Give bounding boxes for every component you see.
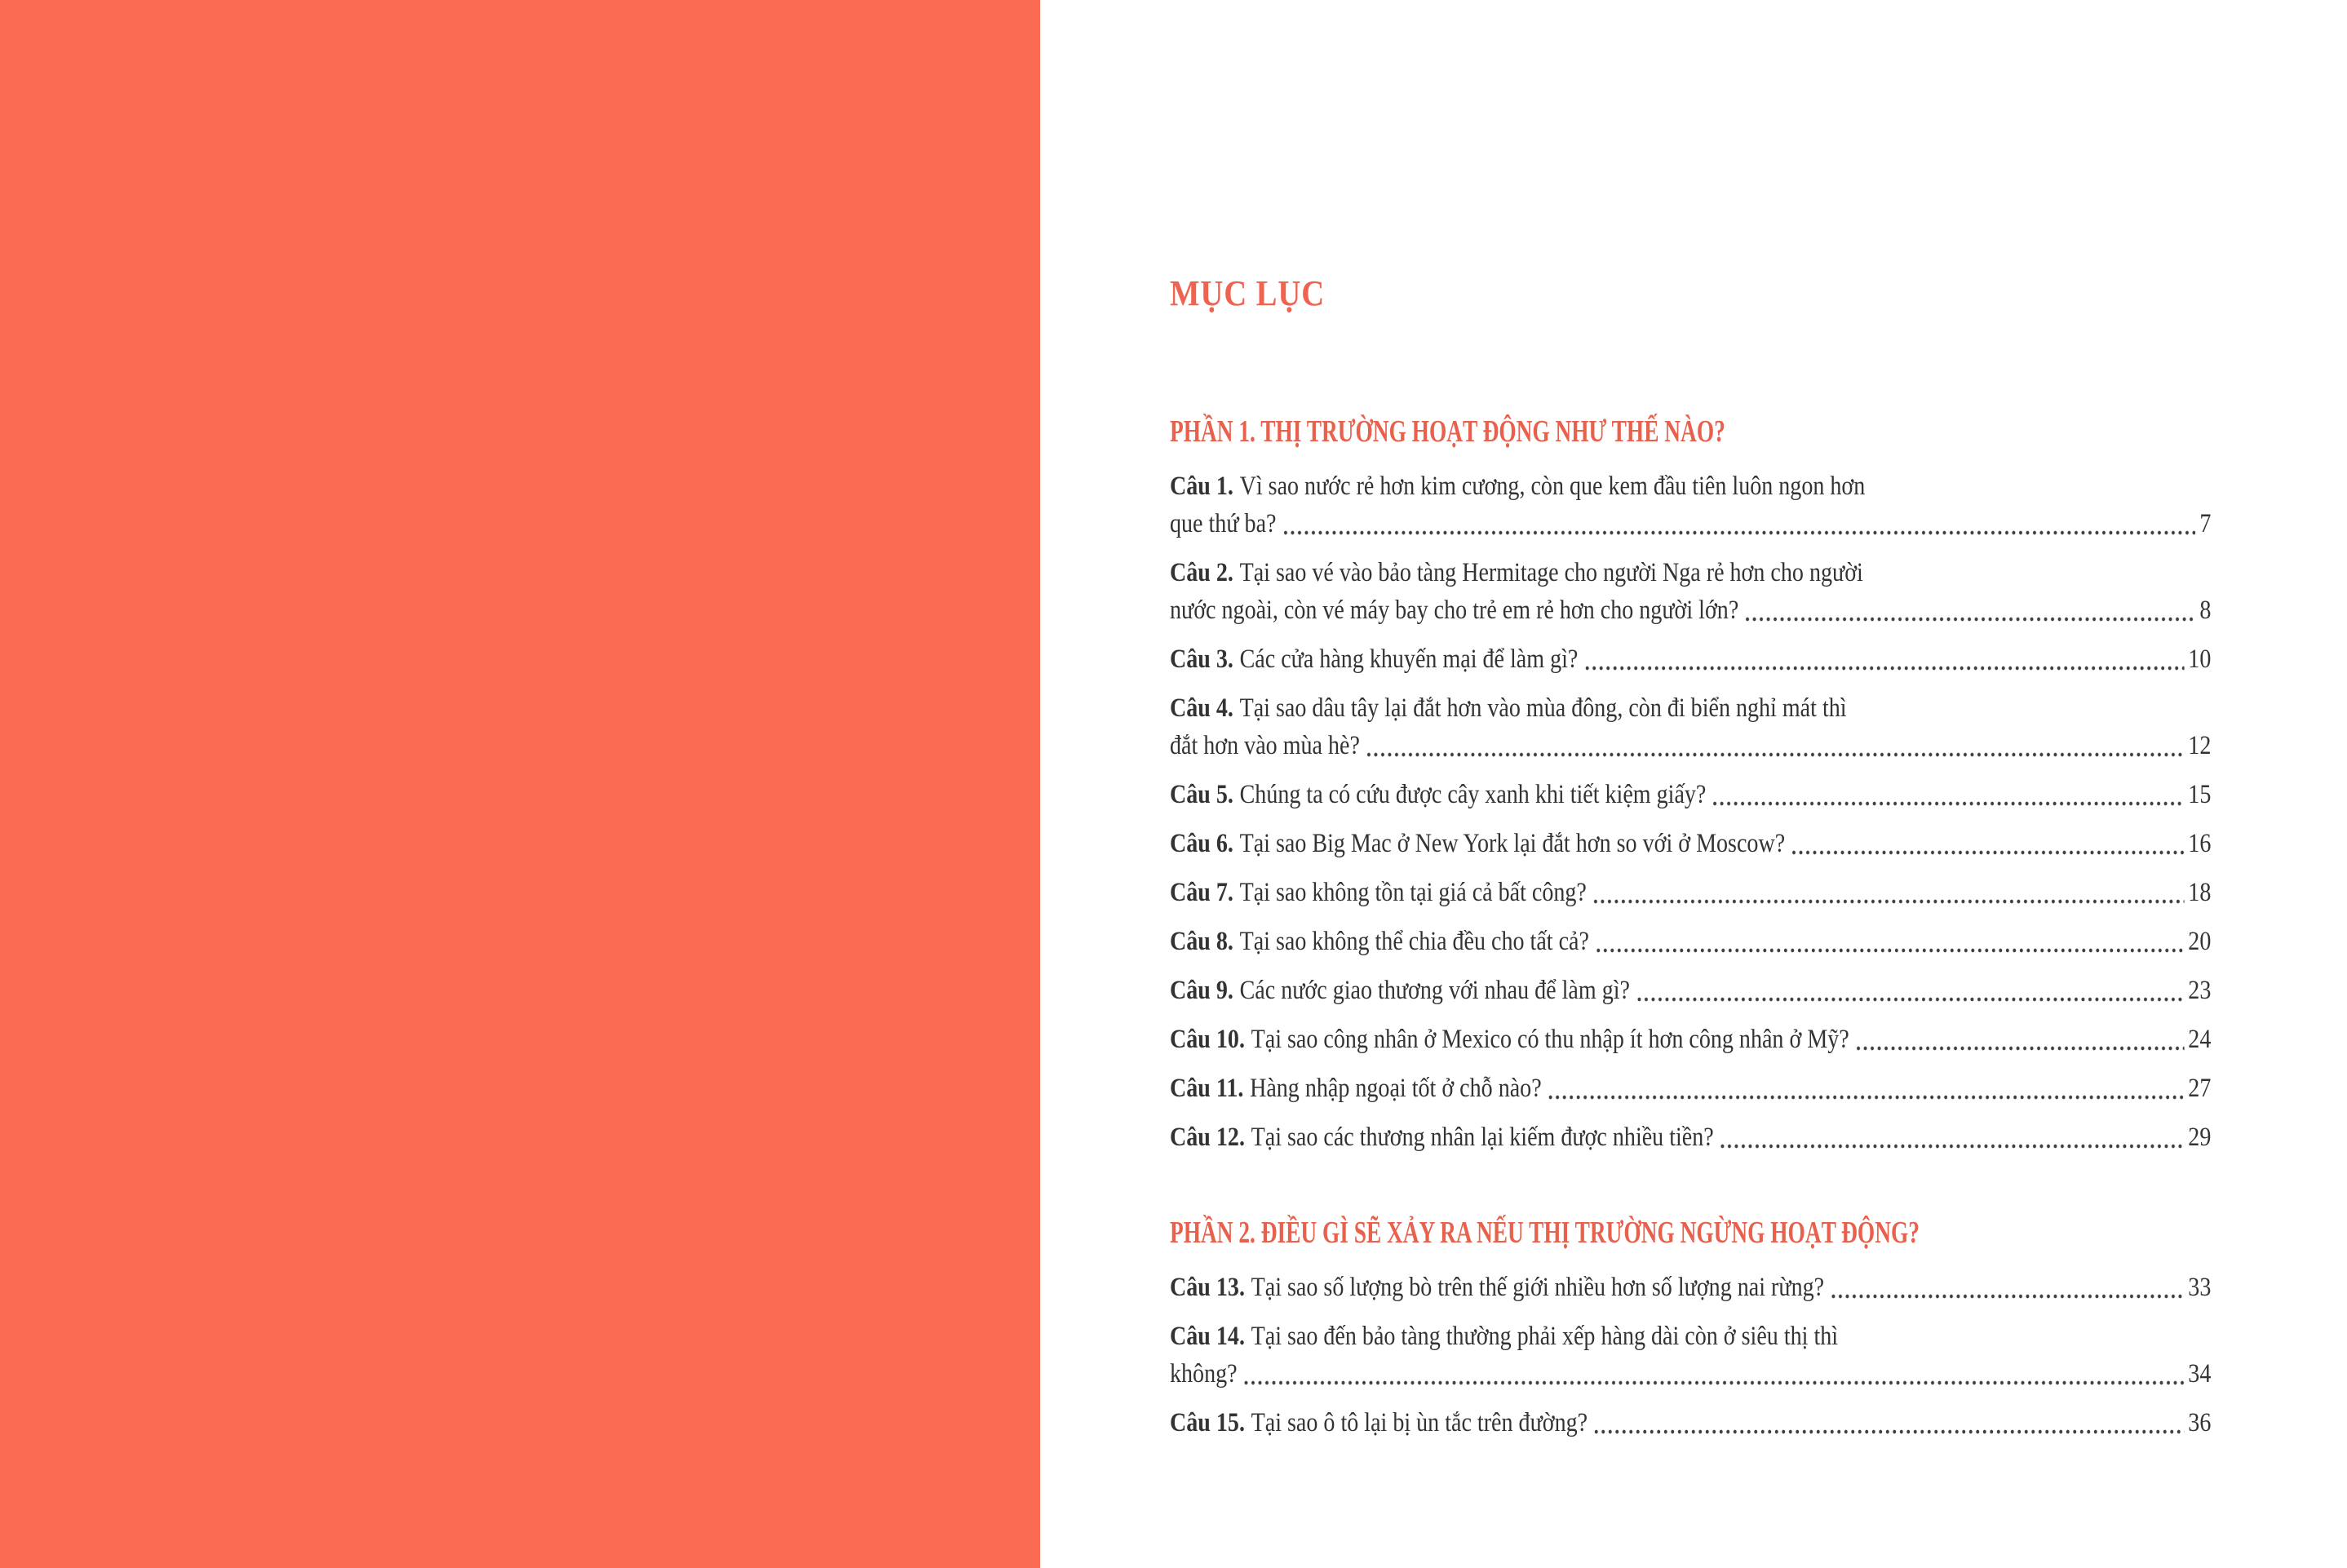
toc-entry-text: Tại sao công nhân ở Mexico có thu nhập ít hơn công nhân ở Mỹ? [1251, 1025, 1849, 1054]
toc-entry-page: 20 [2188, 927, 2212, 956]
toc-entry-label: Câu 11. [1170, 1074, 1244, 1103]
toc-entry-text: Tại sao các thương nhân lại kiếm được nhiều tiền? [1251, 1123, 1714, 1152]
toc-entry-line [1170, 1404, 2211, 1442]
toc-entry-label: Câu 6. [1170, 829, 1233, 858]
dot-leader [1242, 1355, 2184, 1393]
dot-leader [1366, 727, 2184, 764]
toc-entry-text: không? [1170, 1359, 1238, 1389]
toc-entry-page: 16 [2188, 829, 2212, 858]
toc-entry [1170, 825, 2211, 862]
dot-leader [1595, 923, 2184, 960]
toc-entry-label: Câu 2. [1170, 558, 1233, 587]
toc-entry-line [1170, 505, 2211, 543]
toc-entry [1170, 1070, 2211, 1107]
toc-entry [1170, 776, 2211, 813]
toc-entry [1170, 874, 2211, 911]
toc-entry-label: Câu 1. [1170, 472, 1233, 501]
toc-entry-text: Tại sao đến bảo tàng thường phải xếp hàng dài còn ở siêu thị thì [1251, 1322, 1839, 1351]
toc-entry [1170, 640, 2211, 678]
cover-accent-panel [0, 0, 1040, 1568]
toc-entry-text: Tại sao dâu tây lại đắt hơn vào mùa đông, còn đi biển nghỉ mát thì [1239, 693, 1847, 723]
dot-leader [1712, 776, 2184, 813]
toc-entry-label: Câu 12. [1170, 1123, 1245, 1152]
toc-entry-label: Câu 10. [1170, 1025, 1245, 1054]
dot-leader [1855, 1021, 2185, 1058]
section-heading: PHẦN 2. ĐIỀU GÌ SẼ XẢY RA NẾU THỊ TRƯỜNG NGỪNG HOẠT ĐỘNG? [1170, 1216, 1920, 1250]
toc-entry-label: Câu 15. [1170, 1408, 1245, 1437]
toc-entry [1170, 972, 2211, 1009]
dot-leader [1744, 591, 2195, 629]
toc-entry-label: Câu 13. [1170, 1273, 1245, 1302]
toc-entry-page: 10 [2188, 644, 2212, 674]
section-heading: PHẦN 1. THỊ TRƯỜNG HOẠT ĐỘNG NHƯ THẾ NÀO? [1170, 414, 1725, 449]
dot-leader [1636, 972, 2184, 1009]
toc-entry-page: 18 [2188, 878, 2212, 907]
toc-entry-text: Các cửa hàng khuyến mại để làm gì? [1239, 644, 1579, 674]
toc-entry [1170, 554, 2211, 629]
toc-entry-line [1170, 1355, 2211, 1393]
toc-entry-label: Câu 14. [1170, 1322, 1245, 1351]
toc-entry [1170, 1118, 2211, 1156]
toc-entry-page: 36 [2188, 1408, 2212, 1437]
table-of-contents [1170, 412, 2211, 1442]
toc-entry [1170, 923, 2211, 960]
toc-entry-line [1170, 874, 2211, 911]
toc-entry-text: Tại sao vé vào bảo tàng Hermitage cho người Nga rẻ hơn cho người [1239, 558, 1863, 587]
toc-entry-page: 7 [2199, 509, 2212, 538]
toc-entry [1170, 689, 2211, 764]
toc-entry-line [1170, 640, 2211, 678]
toc-entry-line [1170, 825, 2211, 862]
toc-entry [1170, 1318, 2211, 1393]
toc-entry-text: Chúng ta có cứu được cây xanh khi tiết kiệm giấy? [1239, 780, 1707, 809]
toc-entry-text: Hàng nhập ngoại tốt ở chỗ nào? [1250, 1074, 1542, 1103]
dot-leader [1830, 1269, 2184, 1306]
toc-entry-page: 15 [2188, 780, 2212, 809]
dot-leader [1547, 1070, 2184, 1107]
toc-entry-line [1170, 1021, 2211, 1058]
toc-entry-text: Tại sao không tồn tại giá cả bất công? [1239, 878, 1587, 907]
toc-entry-label: Câu 8. [1170, 927, 1233, 956]
toc-entry-page: 34 [2188, 1359, 2212, 1389]
toc-entry-page: 23 [2188, 976, 2212, 1005]
toc-entry-text: Tại sao số lượng bò trên thế giới nhiều hơn số lượng nai rừng? [1251, 1273, 1825, 1302]
dot-leader [1720, 1118, 2185, 1156]
dot-leader [1593, 1404, 2184, 1442]
page-title: MỤC LỤC [1170, 273, 1326, 313]
toc-entry-text: Tại sao ô tô lại bị ùn tắc trên đường? [1251, 1408, 1588, 1437]
dot-leader [1282, 505, 2195, 543]
toc-entry-label: Câu 9. [1170, 976, 1233, 1005]
toc-entry-text: nước ngoài, còn vé máy bay cho trẻ em rẻ hơn cho người lớn? [1170, 596, 1739, 625]
toc-entry-label: Câu 5. [1170, 780, 1233, 809]
toc-entry-text: que thứ ba? [1170, 509, 1277, 538]
toc-entry-line [1170, 727, 2211, 764]
toc-entry-line [1170, 1118, 2211, 1156]
toc-entry-line [1170, 591, 2211, 629]
dot-leader [1592, 874, 2185, 911]
toc-entry-line [1170, 972, 2211, 1009]
toc-entry-line [1170, 776, 2211, 813]
toc-entry-label: Câu 7. [1170, 878, 1233, 907]
toc-entry-line [1170, 467, 2211, 505]
toc-entry-text: Tại sao không thể chia đều cho tất cả? [1239, 927, 1589, 956]
toc-entry-text: Các nước giao thương với nhau để làm gì? [1239, 976, 1630, 1005]
toc-entry-page: 24 [2188, 1025, 2212, 1054]
toc-entry-text: đắt hơn vào mùa hè? [1170, 731, 1360, 760]
toc-entry-page: 12 [2188, 731, 2212, 760]
toc-entry-label: Câu 3. [1170, 644, 1233, 674]
toc-entry [1170, 1269, 2211, 1306]
toc-entry-page: 29 [2188, 1123, 2212, 1152]
toc-entry [1170, 1404, 2211, 1442]
toc-entry-page: 33 [2188, 1273, 2212, 1302]
toc-entry-page: 27 [2188, 1074, 2212, 1103]
toc-entry-line [1170, 1318, 2211, 1355]
toc-entry-label: Câu 4. [1170, 693, 1233, 723]
toc-entry-line [1170, 1070, 2211, 1107]
toc-entry-line [1170, 923, 2211, 960]
toc-page [1040, 0, 2347, 1568]
toc-entry-line [1170, 1269, 2211, 1306]
toc-entry-text: Tại sao Big Mac ở New York lại đắt hơn so với ở Moscow? [1239, 829, 1786, 858]
dot-leader [1583, 640, 2184, 678]
toc-entry [1170, 467, 2211, 543]
dot-leader [1791, 825, 2184, 862]
toc-entry-line [1170, 554, 2211, 591]
toc-entry [1170, 1021, 2211, 1058]
toc-entry-text: Vì sao nước rẻ hơn kim cương, còn que kem đầu tiên luôn ngon hơn [1239, 472, 1866, 501]
toc-entry-page: 8 [2199, 596, 2212, 625]
toc-entry-line [1170, 689, 2211, 727]
